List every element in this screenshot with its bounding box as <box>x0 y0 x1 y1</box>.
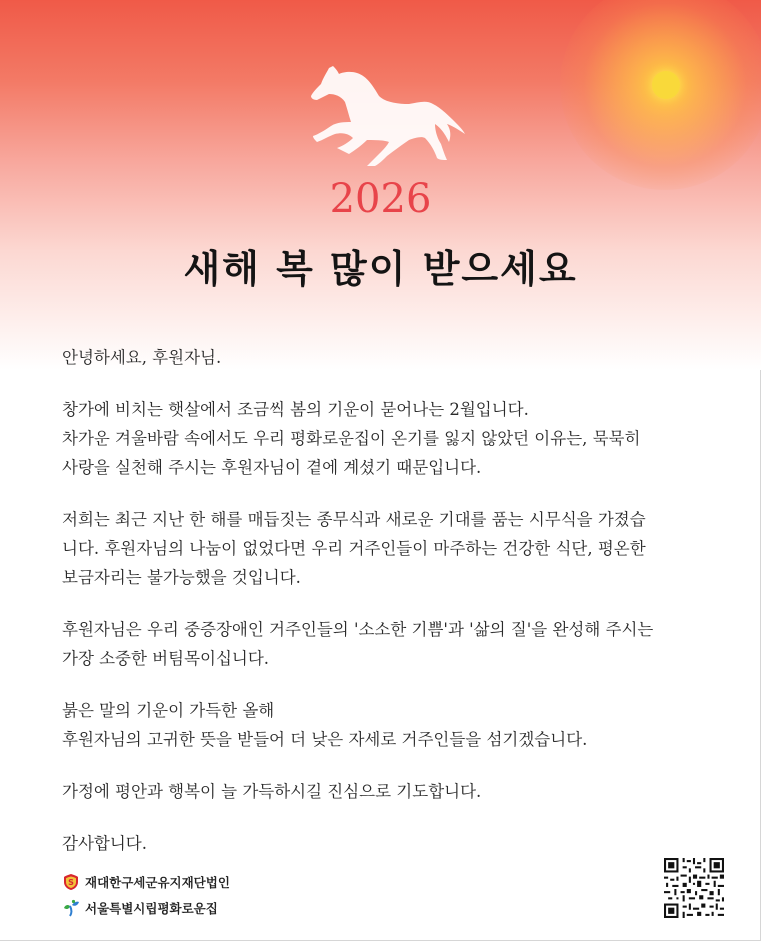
paragraph-2-line: 보금자리는 불가능했을 것입니다. <box>62 568 301 587</box>
paragraph-4 <box>62 696 712 754</box>
paragraph-2 <box>62 505 712 592</box>
greeting-title: 새해 복 많이 받으세요 <box>183 247 578 291</box>
year-heading: 2026 <box>329 176 432 222</box>
letter-body <box>62 343 712 881</box>
greeting-line: 안녕하세요, 후원자님. <box>62 348 222 367</box>
paragraph-1-line: 창가에 비치는 햇살에서 조금씩 봄의 기운이 묻어나는 2월입니다. <box>62 400 529 419</box>
footer-logos <box>62 871 230 923</box>
paragraph-5: 가정에 평안과 행복이 늘 가득하시길 진심으로 기도합니다. <box>62 782 482 801</box>
paragraph-3-line: 후원자님은 우리 중증장애인 거주인들의 '소소한 기쁨'과 '삶의 질'을 완성해 주시는 <box>62 620 654 639</box>
leaf-person-icon <box>62 899 80 917</box>
new-year-banner <box>0 0 761 370</box>
paragraph-4-line: 후원자님의 고귀한 뜻을 받들어 더 낮은 자세로 거주인들을 섬기겠습니다. <box>62 730 588 749</box>
paragraph-1-line: 사랑을 실천해 주시는 후원자님이 곁에 계셨기 때문입니다. <box>62 458 482 477</box>
paragraph-2-line: 저희는 최근 지난 한 해를 매듭짓는 종무식과 새로운 기대를 품는 시무식을 가졌습 <box>62 510 646 529</box>
paragraph-2-line: 니다. 후원자님의 나눔이 없었다면 우리 거주인들이 마주하는 건강한 식단, 평온한 <box>62 539 646 558</box>
org-name-2: 서울특별시립평화로운집 <box>85 901 218 916</box>
pyeonghwa-logo <box>62 897 230 919</box>
sun-icon <box>652 71 680 99</box>
paragraph-3-line: 가장 소중한 버팀목이십니다. <box>62 649 270 668</box>
paragraph-1 <box>62 395 712 482</box>
paragraph-3 <box>62 615 712 673</box>
salvation-army-logo <box>62 871 230 893</box>
closing-line: 감사합니다. <box>62 834 147 853</box>
paragraph-1-line: 차가운 겨울바람 속에서도 우리 평화로운집이 온기를 잃지 않았던 이유는, 묵묵히 <box>62 429 641 448</box>
qr-code-icon <box>664 858 724 918</box>
paragraph-4-line: 붉은 말의 기운이 가득한 올해 <box>62 701 275 720</box>
horse-icon <box>305 64 465 168</box>
svg-text:S: S <box>68 878 74 887</box>
shield-icon <box>62 873 80 891</box>
org-name-1: 재대한구세군유지재단법인 <box>85 875 230 890</box>
